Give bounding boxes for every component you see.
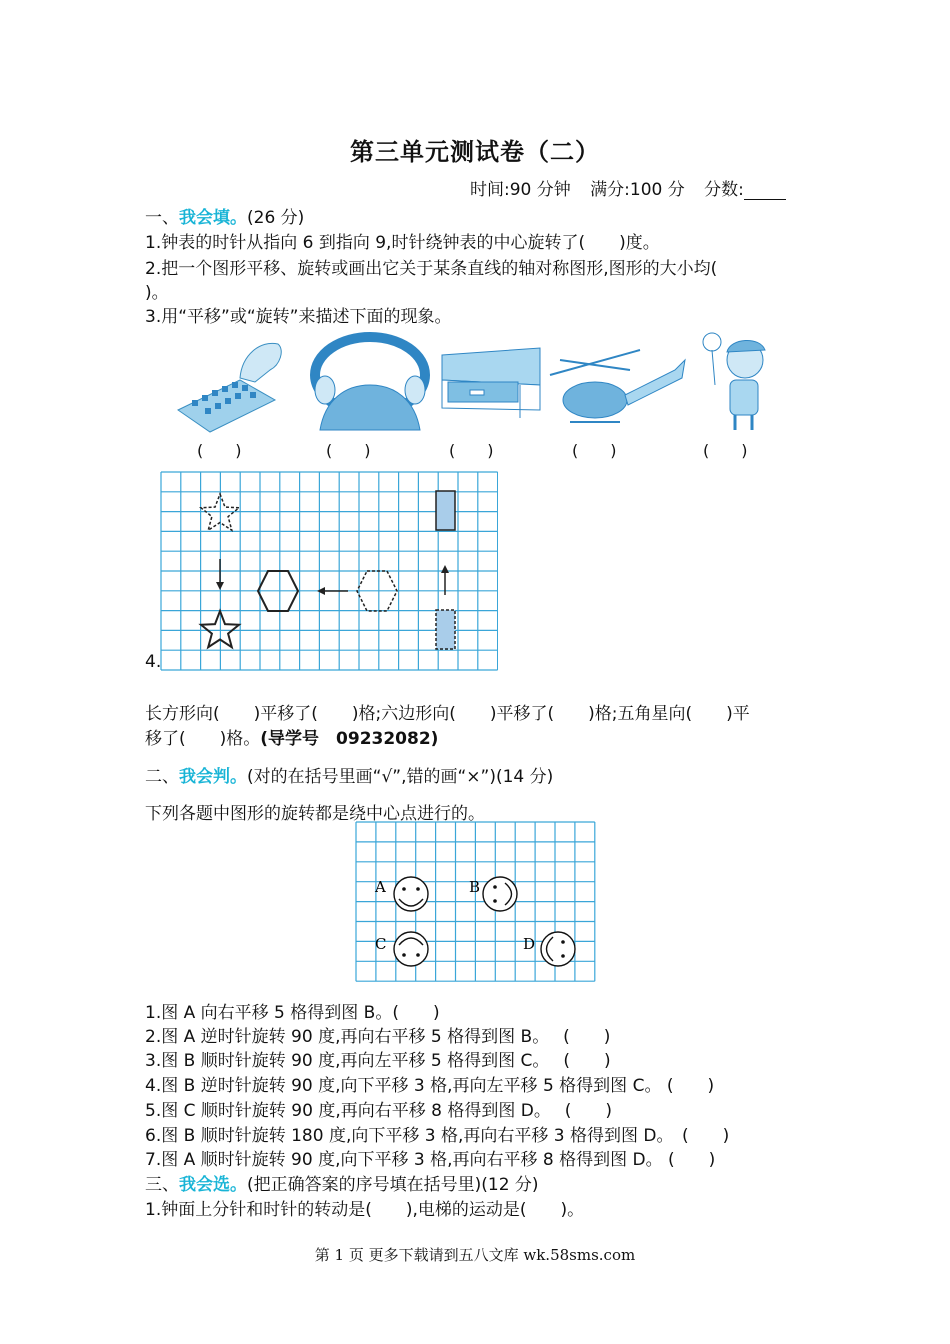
section-3-title: 我会选。 [179,1175,247,1195]
question-1-4-line-1: 长方形向( )平移了( )格;六边形向( )平移了( )格;五角星向( )平 [145,704,750,724]
section-3-number: 三、 [145,1175,179,1195]
translation-grid [160,471,498,671]
question-1-2b: )。 [145,283,169,303]
judge-item-6: 6.图 B 顺时针旋转 180 度,向下平移 3 格,再向右平移 3 格得到图 D。 ( ) [145,1126,730,1146]
drawer-picture [442,348,540,418]
section-3-points: (把正确答案的序号填在括号里)(12 分) [247,1175,539,1195]
label-c: C [375,935,387,953]
section-2-heading [145,762,553,787]
rectangle-solid [436,491,455,530]
section-2-points: (对的在括号里画“√”,错的画“×”)(14 分) [247,767,554,787]
label-a: A [375,878,386,896]
time-limit: 时间:90 分钟 [470,180,571,200]
full-marks: 满分:100 分 [590,180,685,200]
question-1-4-number: 4. [145,652,162,672]
question-1-4-line-2-text: 移了( )格。 [145,729,261,749]
arrow-left-head-icon [317,587,325,595]
arrow-down-head-icon [216,582,224,590]
guide-number: (导学号 09232082) [260,729,439,749]
answer-paren-abacus[interactable]: ( ) [197,441,242,460]
answer-paren-pinwheel[interactable]: ( ) [703,441,748,460]
label-b: B [469,878,481,896]
face-c-icon [394,932,428,966]
page-footer: 第 1 页 更多下载请到五八文库 wk.58sms.com [314,1246,636,1264]
question-1-2a: 2.把一个图形平移、旋转或画出它关于某条直线的轴对称图形,图形的大小均( [145,259,718,279]
phenomena-pictures [170,330,790,435]
score-label: 分数: [704,180,744,200]
helicopter-picture [550,350,685,422]
judge-item-5: 5.图 C 顺时针旋转 90 度,再向右平移 8 格得到图 D。 ( ) [145,1101,613,1121]
exam-meta [470,175,800,200]
answer-paren-drawer[interactable]: ( ) [449,441,494,460]
question-1-3: 3.用“平移”或“旋转”来描述下面的现象。 [145,307,452,327]
judge-item-4: 4.图 B 逆时针旋转 90 度,向下平移 3 格,再向左平移 5 格得到图 C。 ( ) [145,1076,715,1096]
section-2-intro: 下列各题中图形的旋转都是绕中心点进行的。 [145,804,485,824]
question-1-1: 1.钟表的时针从指向 6 到指向 9,时针绕钟表的中心旋转了( )度。 [145,233,660,253]
section-1-number: 一、 [145,208,179,228]
arrow-up-head-icon [441,565,449,573]
judge-item-2: 2.图 A 逆时针旋转 90 度,再向右平移 5 格得到图 B。 ( ) [145,1027,611,1047]
answer-paren-steering[interactable]: ( ) [326,441,371,460]
label-d: D [523,935,536,953]
face-a-icon [394,877,428,911]
section-1-heading [145,203,304,228]
section-1-points: (26 分) [247,208,305,228]
question-1-4-line-2 [145,724,438,749]
score-blank[interactable] [744,183,786,200]
judge-item-3: 3.图 B 顺时针旋转 90 度,再向左平移 5 格得到图 C。 ( ) [145,1051,611,1071]
question-3-1: 1.钟面上分针和时针的转动是( ),电梯的运动是( )。 [145,1200,585,1220]
abacus-picture [178,343,281,432]
answer-paren-helicopter[interactable]: ( ) [572,441,617,460]
section-1-title: 我会填。 [179,208,247,228]
section-3-heading [145,1170,539,1195]
section-2-title: 我会判。 [179,767,247,787]
faces-grid [355,821,597,987]
steering-wheel-picture [315,337,425,430]
boy-pinwheel-picture [703,333,765,430]
face-d-icon [541,932,575,966]
judge-item-1: 1.图 A 向右平移 5 格得到图 B。( ) [145,1003,440,1023]
section-2-number: 二、 [145,767,179,787]
judge-item-7: 7.图 A 顺时针旋转 90 度,向下平移 3 格,再向右平移 8 格得到图 D。 ( ) [145,1150,716,1170]
face-b-icon [483,877,517,911]
rectangle-dashed [436,610,455,649]
page-title: 第三单元测试卷（二） [350,137,600,166]
